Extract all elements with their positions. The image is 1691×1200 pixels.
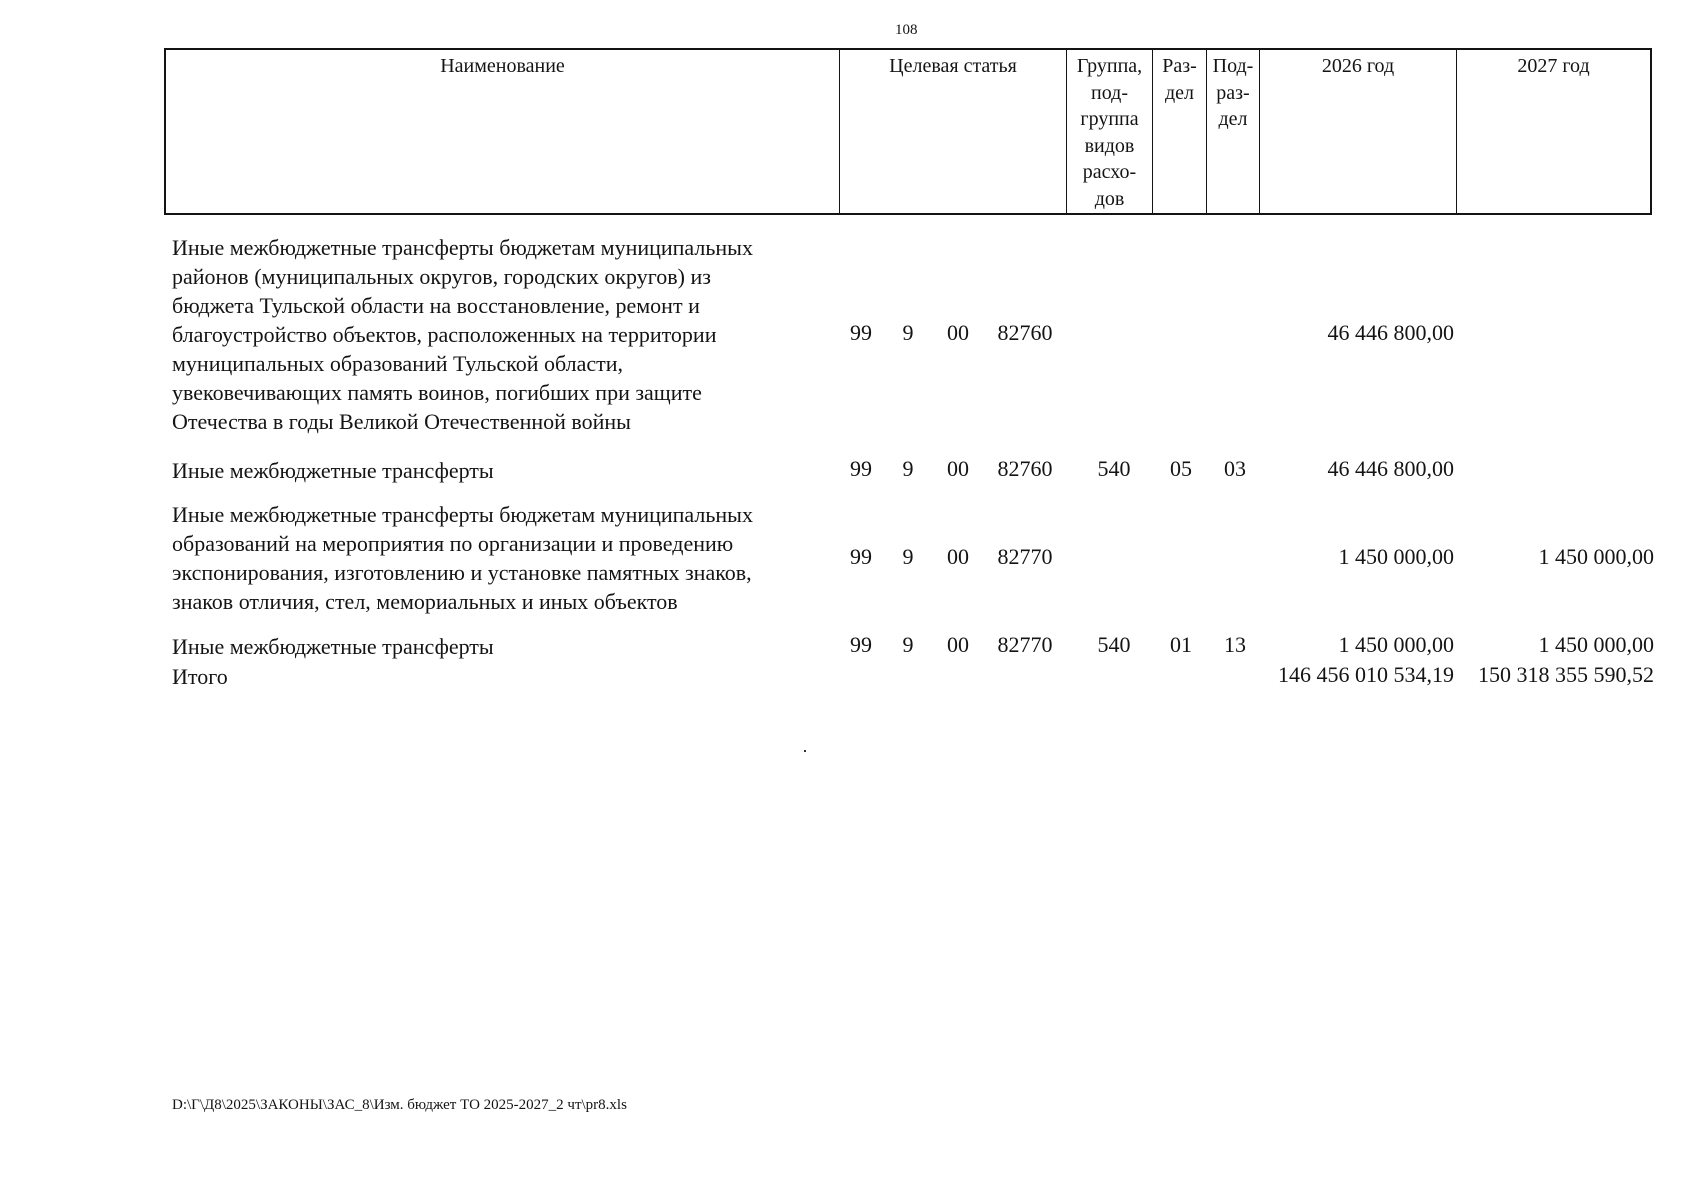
amount-2026: 46 446 800,00 (1327, 320, 1454, 345)
subsection-code: 03 (1224, 456, 1246, 481)
header-group-line: видов (1084, 134, 1135, 157)
header-name (166, 50, 840, 213)
header-year-2027-label: 2027 год (1517, 55, 1590, 77)
header-subsection-line: Под- (1212, 55, 1254, 77)
row-name-line: Иные межбюджетные трансферты (172, 458, 494, 483)
page-number: 108 (895, 22, 918, 38)
row-name (172, 456, 812, 485)
code-direction: 82760 (997, 320, 1053, 345)
header-section (1153, 50, 1207, 213)
amount-2027: 1 450 000,00 (1538, 544, 1654, 569)
amount-2026: 46 446 800,00 (1327, 456, 1454, 481)
amount-2026: 1 450 000,00 (1338, 632, 1454, 657)
row-name-line: экспонирования, изготовлению и установке памятных знаков, (172, 560, 752, 585)
code-main-event: 00 (947, 320, 969, 345)
header-section-line: Раз- (1162, 55, 1197, 77)
scan-speck (804, 750, 806, 752)
header-year-2026-label: 2026 год (1321, 55, 1395, 77)
header-subsection (1207, 50, 1260, 213)
code-main-event: 00 (947, 632, 969, 657)
amount-2026: 1 450 000,00 (1338, 544, 1454, 569)
row-name-line: Иные межбюджетные трансферты бюджетам муниципальных (172, 235, 753, 260)
code-main-event: 00 (947, 544, 969, 569)
subsection-code: 13 (1224, 632, 1246, 657)
row-name-line: увековечивающих память воинов, погибших при защите (172, 380, 702, 405)
code-subprogram: 9 (902, 456, 914, 481)
code-direction: 82770 (997, 632, 1053, 657)
code-program: 99 (850, 320, 872, 345)
section-code: 05 (1170, 456, 1192, 481)
section-code: 01 (1170, 632, 1192, 657)
header-group-line: группа (1080, 108, 1139, 130)
row-name (172, 500, 812, 616)
header-group-line: расхо- (1082, 161, 1137, 183)
header-subsection-line: дел (1218, 108, 1248, 130)
code-subprogram: 9 (902, 544, 914, 569)
header-target-article (840, 50, 1067, 213)
code-subprogram: 9 (902, 632, 914, 657)
row-name-line: Иные межбюджетные трансферты (172, 634, 494, 659)
row-name-line: знаков отличия, стел, мемориальных и иных объектов (172, 589, 678, 614)
code-program: 99 (850, 632, 872, 657)
expense-group: 540 (1097, 456, 1131, 481)
code-program: 99 (850, 456, 872, 481)
code-subprogram: 9 (902, 320, 914, 345)
header-section-line: дел (1164, 81, 1195, 104)
row-name-line: благоустройство объектов, расположенных на территории (172, 322, 717, 347)
header-group-line: дов (1094, 187, 1125, 210)
header-target-article-label: Целевая статья (889, 55, 1017, 77)
table-header (164, 48, 1652, 215)
code-direction: 82760 (997, 456, 1053, 481)
code-main-event: 00 (947, 456, 969, 481)
header-year-2026 (1260, 50, 1457, 213)
code-program: 99 (850, 544, 872, 569)
row-name-line: Отечества в годы Великой Отечественной войны (172, 409, 631, 434)
header-year-2027 (1457, 50, 1650, 213)
total-2027: 150 318 355 590,52 (1478, 662, 1654, 687)
header-group-line: Группа, (1076, 55, 1143, 77)
header-subsection-line: раз- (1216, 81, 1250, 104)
row-name (172, 233, 812, 436)
row-name-line: Иные межбюджетные трансферты бюджетам муниципальных (172, 502, 753, 527)
header-group-line: под- (1091, 81, 1128, 104)
expense-group: 540 (1097, 632, 1131, 657)
header-name-label: Наименование (440, 55, 565, 77)
amount-2027: 1 450 000,00 (1538, 632, 1654, 657)
header-group (1067, 50, 1153, 213)
row-name-line: бюджета Тульской области на восстановление, ремонт и (172, 293, 700, 318)
code-direction: 82770 (997, 544, 1053, 569)
row-name-line: районов (муниципальных округов, городских округов) из (172, 264, 711, 289)
row-name-line: образований на мероприятия по организации и проведению (172, 531, 734, 556)
total-label: Итого (172, 664, 228, 689)
footer-file-path: D:\Г\Д8\2025\ЗАКОНЫ\ЗАС_8\Изм. бюджет ТО 2025-2027_2 чт\pr8.xls (172, 1097, 627, 1113)
row-name-line: муниципальных образований Тульской области, (172, 351, 624, 376)
row-name (172, 632, 812, 661)
total-2026: 146 456 010 534,19 (1278, 662, 1454, 687)
